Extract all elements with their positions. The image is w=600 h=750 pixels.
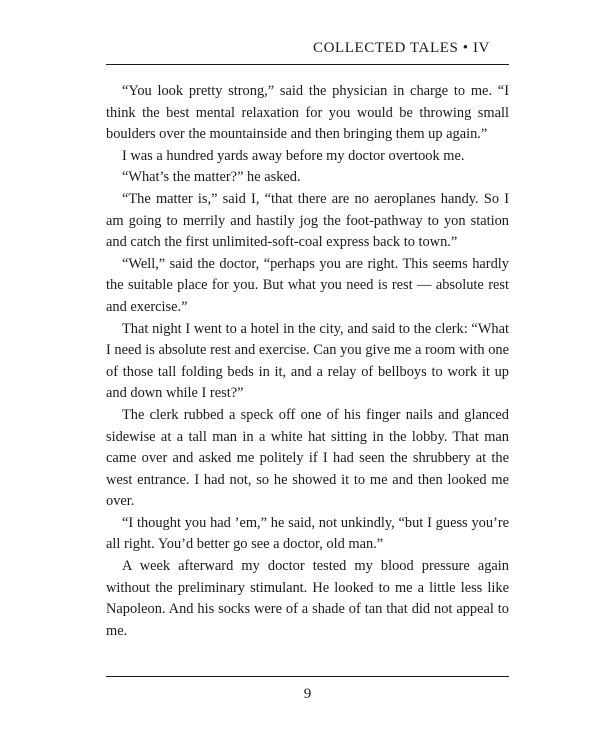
paragraph: The clerk rubbed a speck off one of his finger nails and glanced sidewise at a tall man in a white hat sitting in the lobby. That man came over and asked me politely if I had seen the shrubbery at the west entrance. I had not, so he showed it to me and then looked me over.: [106, 406, 509, 510]
paragraph: “You look pretty strong,” said the physician in charge to me. “I think the best mental relaxation for you would be throwing small boulders over the mountainside and then bringing them up again.”: [106, 83, 509, 143]
paragraph: That night I went to a hotel in the city, and said to the clerk: “What I need is absolute rest and exercise. Can you give me a room with one of those tall folding beds in it, and a relay of bellboys to work it up and down while I rest?”: [106, 320, 509, 402]
running-head: COLLECTED TALES • IV: [312, 40, 490, 56]
paragraph: “What’s the matter?” he asked.: [122, 169, 301, 186]
paragraph: I was a hundred yards away before my doctor overtook me.: [122, 147, 465, 164]
header-rule: [106, 64, 509, 65]
paragraph: A week afterward my doctor tested my blood pressure again without the preliminary stimulant. He looked to me a little less like Napoleon. And his socks were of a shade of tan that did not appeal to me.: [106, 558, 509, 639]
body-text: [106, 81, 509, 642]
page-number: 9: [303, 686, 312, 702]
paragraph: “I thought you had ’em,” he said, not unkindly, “but I guess you’re all right. You’d better go see a doctor, old man.”: [106, 514, 509, 553]
paragraph: “Well,” said the doctor, “perhaps you are right. This seems hardly the suitable place for you. But what you need is rest — absolute rest and exercise.”: [106, 255, 509, 315]
paragraph: “The matter is,” said I, “that there are no aeroplanes handy. So I am going to merrily and hastily jog the foot-pathway to yon station and catch the first unlimited-soft-coal express back to town.”: [106, 190, 509, 251]
footer-rule: [106, 676, 509, 677]
